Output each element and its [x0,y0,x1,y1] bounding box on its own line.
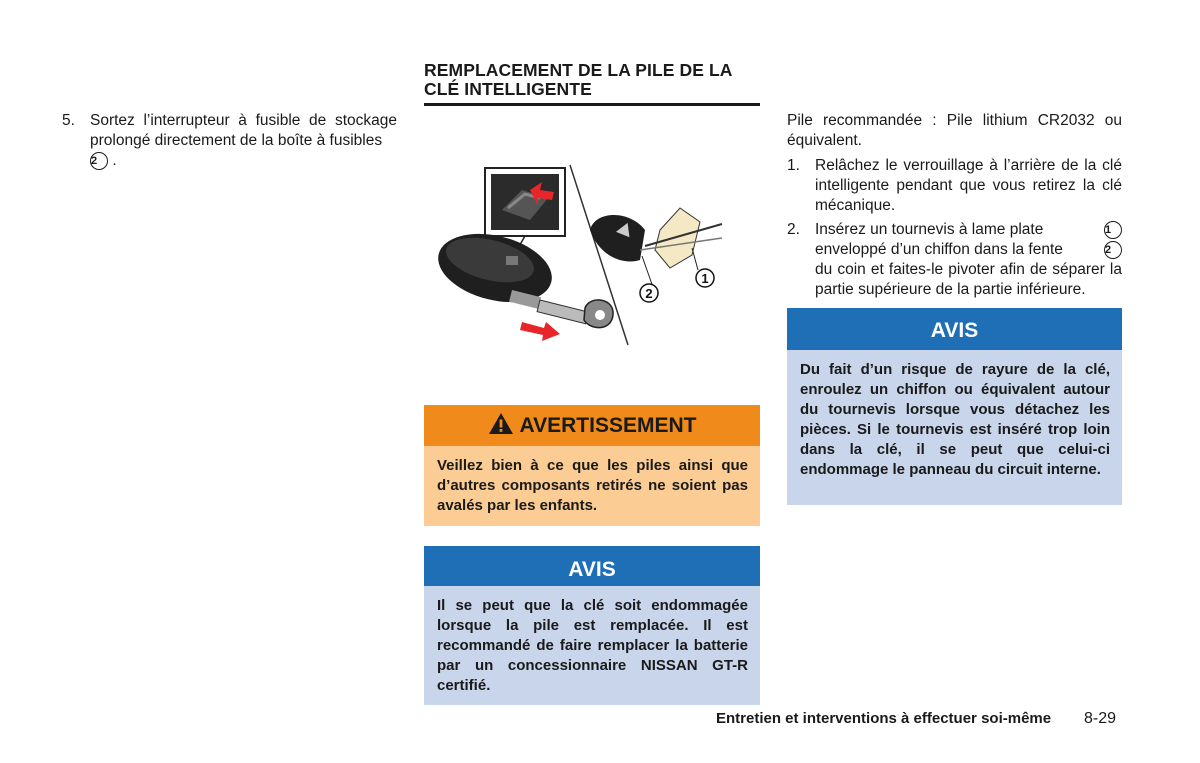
mechanical-key [537,300,613,328]
callout-2-ref-right: 2 [1104,241,1122,259]
section-title: REMPLACEMENT DE LA PILE DE LA CLÉ INTELLIGENTE [424,60,733,99]
callout-1-ref: 1 [1104,221,1122,239]
warning-triangle-icon [488,412,514,435]
pull-direction-arrow [520,322,560,341]
warning-text: Veillez bien à ce que les piles ainsi que d’autres composants retirés ne soient pas avalés par les enfants. [424,446,760,526]
notice-2-text: Du fait d’un risque de rayure de la clé, enroulez un chiffon ou équivalent autour du tournevis lorsque vous détachez les pièces. Si le tournevis est inséré trop loin dans la clé, il se peut que celui-ci endommage le panneau du circuit interne. [787,350,1122,505]
heading-rule [424,103,760,106]
notice-box-1 [424,546,760,705]
notice-2-title: AVIS [787,308,1122,350]
warning-header [424,405,760,446]
callout-1-marker [696,269,714,287]
warning-box [424,405,760,526]
step-2: 2. Insérez un tournevis à lame plate 1 enveloppé d’un chiffon dans la fente 2 du coin et faites-le pivoter afin de séparer la partie supérieure de la partie inférieure. [787,221,1122,298]
svg-text:2: 2 [645,286,653,301]
battery-recommendation: Pile recommandée : Pile lithium CR2032 ou équivalent. [787,112,1122,149]
svg-text:1: 1 [701,271,709,286]
step-1: 1. Relâchez le verrouillage à l’arrière de la clé intelligente pendant que vous retirez la clé mécanique. [787,157,1122,214]
page-number: 8-29 [1084,710,1117,727]
key-battery-illustration [430,160,730,350]
step-5-number: 5. [62,112,75,129]
notice-box-2 [787,308,1122,505]
footer-chapter: Entretien et interventions à effectuer soi-même [716,710,1052,727]
notice-1-text: Il se peut que la clé soit endommagée lorsque la pile est remplacée. Il est recommandé de faire remplacer la batterie par un concessionnaire NISSAN GT-R certifié. [424,586,760,705]
warning-title: AVERTISSEMENT [519,414,697,437]
callout-2-marker [640,284,658,302]
callout-2-ref: 2 [90,152,108,170]
step-5-text: Sortez l’interrupteur à fusible de stockage prolongé directement de la boîte à fusibles 2 . [90,112,397,169]
step-5 [62,111,397,171]
notice-1-title: AVIS [424,546,760,586]
